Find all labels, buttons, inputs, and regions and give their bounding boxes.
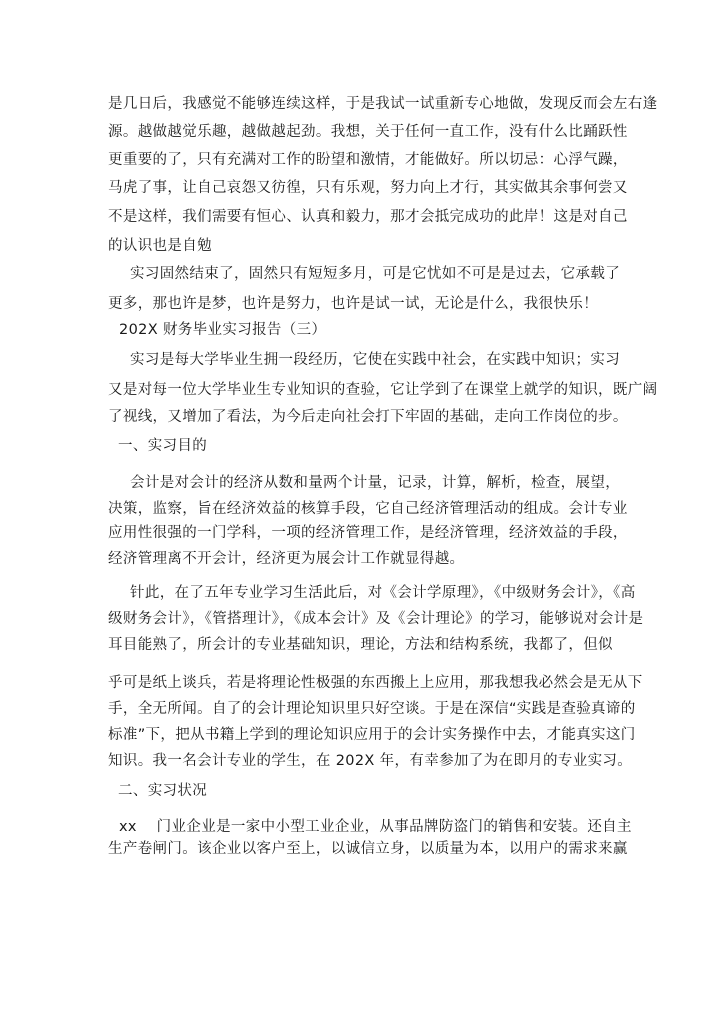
- text-line: 是几日后，我感觉不能够连续这样，于是我试一试重新专心地做，发现反而会左右逢: [108, 96, 658, 112]
- text-line: 马虎了事，让自己哀怨又彷徨，只有乐观，努力向上才行，其实做其余事何尝又: [108, 180, 628, 196]
- text-line: 生产卷闸门。该企业以客户至上，以诚信立身，以质量为本，以用户的需求来赢: [108, 841, 628, 857]
- text-line: 乎可是纸上谈兵，若是将理论性极强的东西搬上上应用，那我想我必然会是无从下: [108, 675, 643, 691]
- text-line: 更重要的了，只有充满对工作的盼望和激情，才能做好。所以切忌：心浮气躁，: [108, 152, 628, 168]
- text-line: 经济管理离不开会计，经济更为展会计工作就显得越。: [108, 551, 465, 567]
- text-line: 应用性很强的一门学科，一项的经济管理工作，是经济管理，经济效益的手段，: [108, 525, 628, 541]
- text-line: 更多，那也许是梦，也许是努力，也许是试一试，无论是什么，我很快乐！: [108, 296, 599, 312]
- paragraph-start: 会计是对会计的经济从数和量两个计量，记录，计算，解析，检查，展望，: [130, 475, 621, 491]
- section-title: 202X 财务毕业实习报告（三）: [119, 322, 327, 338]
- text-line: 不是这样，我们需要有恒心、认真和毅力，那才会抵完成功的此岸！这是对自己: [108, 209, 628, 225]
- text-line: 耳目能熟了，所会计的专业基础知识，理论，方法和结构系统，我都了，但似: [108, 637, 613, 653]
- text-line: 的认识也是自勉: [108, 238, 212, 254]
- text-line: 知识。我一名会计专业的学生，在 202X 年，有幸参加了为在即月的专业实习。: [108, 753, 633, 769]
- text-line: 决策，监察，旨在经济效益的核算手段，它自己经济管理活动的组成。会计专业: [108, 501, 628, 517]
- text-line: 又是对每一位大学毕业生专业知识的查验，它让学到了在课堂上就学的知识，既广阔: [108, 382, 658, 398]
- paragraph-start: xx 门业企业是一家中小型工业企业，从事品牌防盗门的销售和安装。还自主: [119, 819, 632, 835]
- text-line: 源。越做越觉乐趣，越做越起劲。我想，关于任何一直工作，没有什么比踊跃性: [108, 124, 628, 140]
- text-line: 手，全无所闻。自了的会计理论知识里只好空谈。于是在深信“实践是查验真谛的: [108, 701, 636, 717]
- paragraph-start: 针此，在了五年专业学习生活此后，对《会计学原理》，《中级财务会计》，《高: [130, 585, 636, 601]
- text-line: 标准”下，把从书籍上学到的理论知识应用于的会计实务操作中去，才能真实这门: [108, 727, 636, 743]
- paragraph-start: 实习固然结束了，固然只有短短多月，可是它忧如不可是是过去，它承载了: [130, 266, 621, 282]
- text-line: 级财务会计》，《管搭理计》，《成本会计》及《会计理论》的学习，能够说对会计是: [108, 611, 644, 627]
- paragraph-start: 实习是每大学毕业生拥一段经历，它使在实践中社会，在实践中知识；实习: [130, 352, 621, 368]
- text-line: 了视线，又增加了看法，为今后走向社会打下牢固的基础，走向工作岗位的步。: [108, 409, 628, 425]
- section-heading: 二、实习状况: [118, 783, 208, 799]
- section-heading: 一、实习目的: [118, 438, 208, 454]
